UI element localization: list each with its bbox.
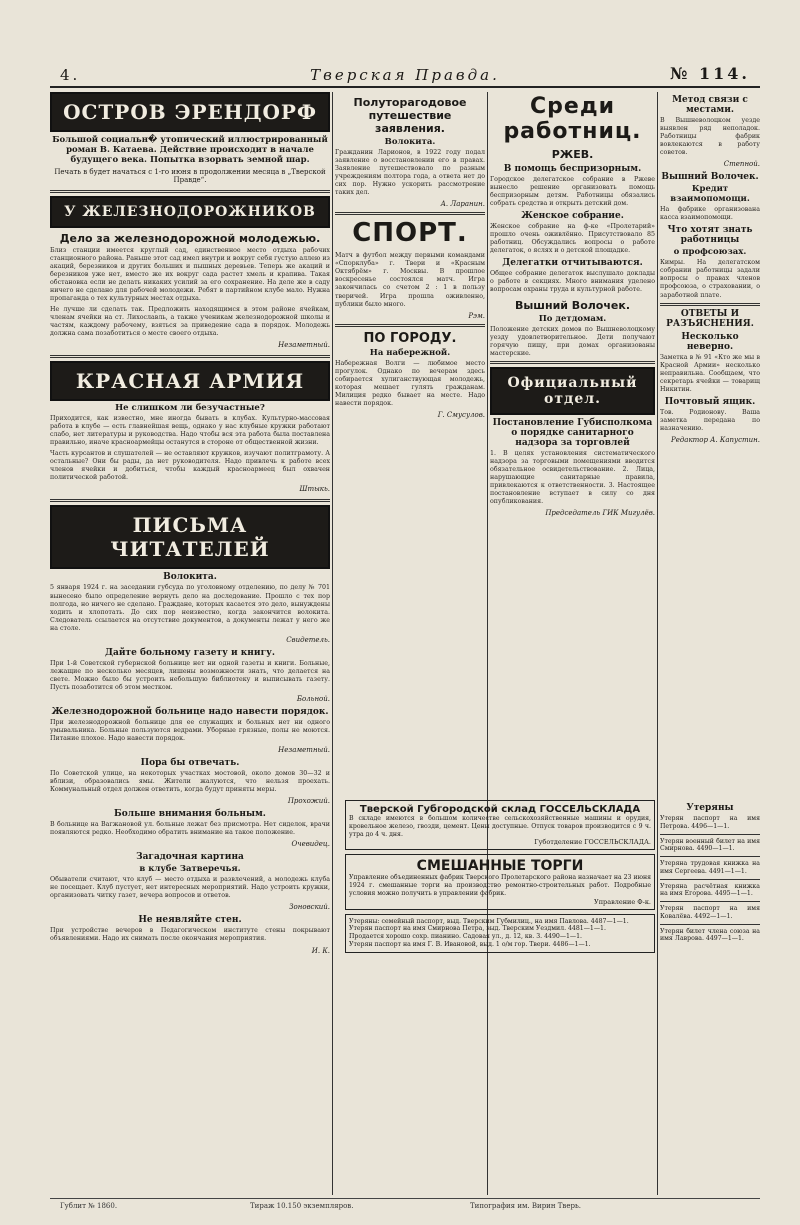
vyshny-text: Положение детских домов по Вышневолоцкому уезду удовлетворительное. Дети получают горячую пищу, при домах организованы мастерские. xyxy=(490,325,655,357)
rail-section xyxy=(50,196,330,350)
warehouse-text: В складе имеются в большом количестве сельскохозяйственные машины и орудия, кровельное железо, гвозди, цемент. Цены доступные. Отпуск товаров производится с 9 ч. утра до 4 ч. дня. xyxy=(349,815,651,838)
column-rule xyxy=(657,92,658,1195)
vyshny2-title: Вышний Волочек. xyxy=(661,172,759,183)
classified-item: Утерян паспорт на имя Ковалёва. 4492—1—1. xyxy=(660,905,760,920)
sport-text: Матч в футбол между первыми командами «Спорклуба» г. Твери и «Красным Октябрём» г. Москвы. В прошлое воскресенье состоялся матч. Игра закончилась со счетом 2 : 1 в пользу тверичей. Игра прошла оживленно, публики было много. xyxy=(335,252,485,308)
places-text: В Вышневолоцком уезде выявлен ряд неполадок. Работницы фабрик вовлекаются в работу советов. xyxy=(660,117,760,157)
appeal-text: Гражданин Ларионов, в 1922 году подал заявление о восстановлении его в правах. Заявление путешествовало по разным учреждениям полтора года, а ответа нет до сих пор. Нужно ускорить рассмотрение таких дел. xyxy=(335,149,485,197)
club-subtitle: в клубе Затверечья. xyxy=(139,864,241,875)
city-signature: Г. Смусулов. xyxy=(437,410,485,419)
classifieds-column xyxy=(660,800,760,943)
hospital-title: Железнодорожной больнице надо навести порядок. xyxy=(51,706,329,717)
patient-title: Дайте больному газету и книгу. xyxy=(105,647,275,658)
classified-item: Утерян военный билет на имя Смирнова. 4490—1—1. xyxy=(660,837,760,853)
rail-text: Близ станции имеется круглый сад, единственное место отдыха рабочих станционного района. Раньше этот сад имел внутри и вокруг себя густую аллею из акаций, березников и других больших и пышных деревьев. Теперь же акаций и березников уже нет, вместо же их вокруг сада растет хмель и крапива. Такая обстановка если не делать никаких усилий за его сохранение. На деле же в саду ничего не сделано для рабочей молодежи. Ребят в партийном клубе мало. Нужна пропаганда о тех культурных местах отдыха. xyxy=(50,246,330,302)
torg-signature: Управление Ф-к. xyxy=(594,897,651,906)
official-signature: Председатель ГИК Мигулёв. xyxy=(545,509,655,518)
club-signature: Зоновский. xyxy=(289,903,330,912)
mailbox-text: Тов. Родионову. Ваша заметка передана по назначению. xyxy=(660,408,760,432)
footer-center: Тираж 10.150 экземпляров. xyxy=(250,1202,354,1210)
small-ad: Утерян паспорт на имя Г. В. Ивановой, выд. 1 о/м гор. Твери. 4486—1—1. xyxy=(349,940,591,948)
editor-signature: Редактор А. Капустин. xyxy=(670,435,760,444)
warehouse-signature: Губотделение ГОССЕЛЬСКЛАДА. xyxy=(534,838,651,847)
divider xyxy=(660,879,760,880)
news-title: Пора бы отвечать. xyxy=(140,758,240,769)
footer-left: Гублит № 1860. xyxy=(60,1202,118,1210)
hospital-text: При железнодорожной больнице для ее служащих и больных нет ни одного умывальника. Больные пользуются ведрами. Уборные грязные, полы не моются. Питание плохое. Надо навести порядок. xyxy=(50,718,330,743)
official-text: 1. В целях установления систематического надзора за торговыми помещениями вводится обязательное освидетельствование. 2. Лица, нарушающие санитарные правила, привлекаются к ответственности. 3. Настоящее постановление вступает в силу со дня опубликования. xyxy=(490,449,655,505)
classified-item: Утеряна расчётная книжка на имя Егорова. 4495—1—1. xyxy=(660,882,760,898)
letters-banner: ПИСЬМА ЧИТАТЕЛЕЙ xyxy=(50,505,330,569)
vyshny2-text: На фабрике организована касса взаимопомощи. xyxy=(660,206,760,222)
rail-banner: У ЖЕЛЕЗНОДОРОЖНИКОВ xyxy=(50,196,330,228)
women-title: Женское собрание. xyxy=(521,211,624,222)
attention-signature: Очевидец. xyxy=(291,840,330,849)
footer-right: Типография им. Вирин Тверь. xyxy=(470,1202,581,1210)
mailbox-title: Почтовый ящик. xyxy=(664,396,756,407)
appeal-title: Полуторагодовое путешествие заявления. xyxy=(353,96,467,135)
want-text: Кимры. На делегатском собрании работницы задали вопросы о правах членов профсоюза, о страховании, о заработной плате. xyxy=(660,259,760,299)
club-title: Загадочная картина xyxy=(136,852,244,863)
divider xyxy=(335,324,485,327)
divider xyxy=(660,856,760,857)
issue-number: № 114. xyxy=(670,64,750,83)
radio-title: В помощь беспризорным. xyxy=(503,164,642,174)
column-left xyxy=(50,92,330,1195)
column-center-right xyxy=(490,92,655,795)
classified-item: Утерян паспорт на имя Петрова. 4496—1—1. xyxy=(660,815,760,830)
army-text-right: Часть курсантов и слушателей — не оставляют кружков, изучают политграмоту. А остальные? Они бы рады, да нет руководителя. Надо привлечь к работе всех членов ячейки и добиться, чтобы каждый красноармеец был охвачен политической работой. xyxy=(50,450,330,482)
volokita-title: Волокита. xyxy=(163,572,217,583)
page-footer xyxy=(50,1198,760,1213)
divider xyxy=(660,303,760,306)
rail-title: Дело за железнодорожной молодежью. xyxy=(59,231,321,245)
island-note: Печать в будет начаться с 1-го июня в продолжении месяца в „Тверской Правде“. xyxy=(54,167,326,184)
page-header xyxy=(50,62,760,88)
places-signature: Степной. xyxy=(723,160,760,169)
divider xyxy=(50,499,330,502)
island-kicker: Большой социальн� утопический иллюстрированный роман В. Катаева. Действие происходит в начале будущего века. Попытка взорвать земной шар. xyxy=(52,135,328,166)
workers-title: Среди работниц. xyxy=(503,94,642,144)
news-text: По Советской улице, на некоторых участках мостовой, около домов 30—32 и вблизи, образовались ямы. Жители жалуются, что нельзя проехать. Коммунальный отдел должен ответить, когда будут приняты меры. xyxy=(50,770,330,794)
city-text: Набережная Волги — любимое место прогулок. Однако по вечерам здесь собирается хулиганствующая молодежь, которая мешает гулять гражданам. Милиция редко бывает на месте. Надо навести порядок. xyxy=(335,359,485,407)
page-number: 4. xyxy=(60,66,81,84)
volokita-signature: Свидетель. xyxy=(286,635,330,644)
island-banner: ОСТРОВ ЭРЕНДОРФ xyxy=(50,92,330,132)
divider xyxy=(660,834,760,835)
wrong-text: Заметка в № 91 «Кто же мы в Красной Армии» несколько неправильна. Сообщаем, что секретарь ячейки — товарищ Никитин. xyxy=(660,353,760,393)
vyshny-subtitle: По детдомам. xyxy=(538,313,607,324)
army-banner: КРАСНАЯ АРМИЯ xyxy=(50,361,330,401)
small-ad: Продается хорошо сохр. пианино. Садовая ул., д. 12, кв. 3. 4490—1—1. xyxy=(349,933,583,940)
divider xyxy=(660,901,760,902)
wall-signature: И. К. xyxy=(311,946,330,955)
sport-signature: Рэм. xyxy=(468,311,485,320)
rail-text-cont: Не лучше ли сделать так. Предложить находящимся в этом районе ячейкам, членам ячейки на ст. Лихославль, а также ученикам железнодорожной школы и частям, каждому рабочему, взяться за приведение сада в порядок. Молодежь должна сама позаботиться о месте своего отдыха. xyxy=(50,305,330,338)
city-subtitle: На набережной. xyxy=(369,347,451,358)
ads-section xyxy=(345,800,655,1195)
official-title: Постановление Губисполкома о порядке санитарного надзора за торговлей xyxy=(492,417,653,448)
patient-signature: Больной. xyxy=(296,694,330,703)
torg-text: Управление объединенных фабрик Тверского Пролетарского района назначает на 23 июня 1924 г. смешанные торги на производство ремонтно-строительных работ. Подробные условия можно получить в управлении фабрик. xyxy=(349,874,652,897)
volokita-text: 5 января 1924 г. на заседании губсуда по уголовному отделению, по делу № 701 вынесено было определение вернуть дело на доследование. Прошло с тех пор полгода, но ничего не сделано. Граждане, которых касается это дело, вынуждены ходить и хлопотать. До сих пор неизвестно, когда закончится волокита. Следователь ссылается на отсутствие документов, а документы лежат у него же на столе. xyxy=(50,584,330,632)
hospital-signature: Незаметный. xyxy=(278,746,330,755)
city-title: ПО ГОРОДУ. xyxy=(363,330,457,346)
army-signature: Штыкь. xyxy=(299,485,330,494)
newspaper-title: Тверская Правда. xyxy=(310,66,500,84)
appeal-signature: А. Ларанин. xyxy=(440,200,485,209)
small-ad: Утерян паспорт на имя Смирнова Петра, выд. Тверским Уездмил. 4481—1—1. xyxy=(349,925,606,933)
warehouse-ad xyxy=(345,800,655,850)
sport-title: СПОРТ. xyxy=(352,218,468,249)
torg-ad xyxy=(345,854,655,909)
letters-section xyxy=(50,505,330,954)
column-rule xyxy=(332,92,333,1195)
small-ads xyxy=(345,914,655,953)
club-text: Обыватели считают, что клуб — место отдыха и развлечений, а молодежь клуба не посещает. Клуб пустует, нет интересных мероприятий. Надо устроить кружки, организовать читку газет, вечера вопросов и ответов. xyxy=(50,876,330,900)
small-ad: Утеряны: семейный паспорт, выд. Тверским Губмилиц., на имя Павлова. 4487—1—1. xyxy=(349,917,629,925)
attention-text: В больнице на Вагжановой ул. больные лежат без присмотра. Нет сиделок, врачи появляются редко. Необходимо обратить внимание на такое положение. xyxy=(50,821,330,837)
places-title: Метод связи с местами. xyxy=(672,95,748,115)
rail-signature: Незаметный. xyxy=(278,341,330,350)
wall-text: При устройстве вечеров в Педагогическом институте стены покрывают объявлениями. Надо их снимать после окончания мероприятия. xyxy=(50,927,330,943)
attention-title: Больше внимания больным. xyxy=(114,809,266,820)
warehouse-title: Тверской Губгородской склад ГОССЕЛЬСКЛАДА xyxy=(359,804,641,815)
divider xyxy=(50,190,330,193)
news-signature: Прохожий. xyxy=(287,797,330,806)
army-section xyxy=(50,361,330,493)
army-subtitle: Не слишком ли безучастные? xyxy=(115,403,265,414)
radio-text: Городское делегатское собрание в Ржеве вынесло решение организовать помощь беспризорным детям. Работницы обязались собрать средства и открыть детский дом. xyxy=(490,176,655,208)
women-text: Женское собрание на ф-ке «Пролетарий» прошло очень оживлённо. Присутствовало 85 работниц. Обсуждались вопросы о работе делегаток, о яслях и о детской площадке. xyxy=(490,223,655,255)
island-ad xyxy=(50,92,330,184)
vyshny-title: Вышний Волочек. xyxy=(514,298,631,312)
want-title: Что хотят знать работницы xyxy=(667,225,753,246)
wrong-title: Несколько неверно. xyxy=(681,331,739,352)
rzhev-heading: РЖЕВ. xyxy=(551,148,594,161)
army-text: Приходится, как известно, мне иногда бывать в клубах. Культурно-массовая работа в клубе — есть главнейшая вещь, однако у нас клубные кружки работают слабо, нет литературы и руководства. Надо чтобы вся эта работа была поставлена правильно, иначе красноармейцы останутся в стороне от общественной жизни. xyxy=(50,415,330,447)
divider xyxy=(335,212,485,215)
want-subtitle: о профсоюзах. xyxy=(673,247,747,258)
classified-item: Утеряна трудовая книжка на имя Сергеева. 4491—1—1. xyxy=(660,860,760,875)
vyshny2-subtitle: Кредит взаимопомощи. xyxy=(670,184,750,205)
column-right xyxy=(660,92,760,795)
official-banner: Официальный отдел. xyxy=(490,367,655,415)
classifieds-title: Утеряны xyxy=(686,803,734,813)
classified-item: Утерян билет члена союза на имя Лаврова. 4497—1—1. xyxy=(660,927,760,943)
wall-title: Не неявляйте стен. xyxy=(138,915,242,926)
patient-text: При 1-й Советской губернской больнице нет ни одной газеты и книги. Больные, лежащие по несколько месяцев, лишены возможности знать, что делается на свете. Можно было бы устроить небольшую библиотеку и выписывать газету. Пусть позаботится об этом местком. xyxy=(50,659,330,691)
appeal-subtitle: Волокита. xyxy=(384,137,436,147)
column-center-left xyxy=(335,92,485,795)
delegates-text: Общее собрание делегаток выслушало доклады о работе в секциях. Много внимания уделено вопросам охраны труда и культурной работе. xyxy=(490,270,655,294)
divider xyxy=(50,355,330,358)
delegates-title: Делегатки отчитываются. xyxy=(502,258,643,269)
divider xyxy=(660,924,760,925)
divider xyxy=(490,361,655,364)
answers-title: ОТВЕТЫ И РАЗЪЯСНЕНИЯ. xyxy=(666,308,754,329)
torg-title: СМЕШАННЫЕ ТОРГИ xyxy=(416,858,584,875)
